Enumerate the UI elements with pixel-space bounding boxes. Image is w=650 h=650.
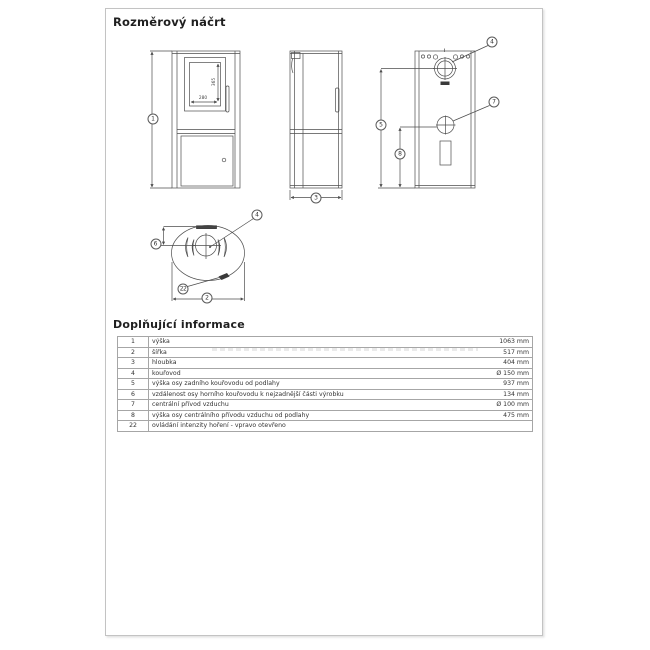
row-number: 4 [118,368,149,379]
row-number: 22 [118,421,149,432]
front-view [150,51,240,188]
row-number: 2 [118,347,149,358]
back-view [378,46,490,189]
row-description: ovládání intenzity hoření - vpravo otevřeno [149,421,475,432]
table-row [118,389,533,400]
callout-flue-offset: 6 [150,239,161,250]
row-value: 1063 mm [474,337,533,348]
callout-top-flue: 4 [252,210,263,221]
row-number: 3 [118,358,149,369]
info-table-body [118,337,533,432]
row-number: 6 [118,389,149,400]
table-row [118,368,533,379]
callout-back-flue: 4 [487,37,498,48]
row-number: 1 [118,337,149,348]
page-title: Rozměrový náčrt [113,15,226,29]
row-description: centrální přívod vzduchu [149,400,475,411]
row-number: 7 [118,400,149,411]
row-value: 134 mm [474,389,533,400]
table-row [118,400,533,411]
table-row [118,358,533,369]
table-row [118,410,533,421]
row-description: výška osy zadního kouřovodu od podlahy [149,379,475,390]
row-value: 404 mm [474,358,533,369]
side-body-outline [290,51,342,188]
row-description: výška osy centrálního přívodu vzduchu od podlahy [149,410,475,421]
rating-plate [441,82,450,86]
row-value: Ø 100 mm [474,400,533,411]
row-value: 475 mm [474,410,533,421]
info-table [117,336,533,432]
callout-air-height: 8 [395,149,406,160]
window-width-dim-label: 280 [198,95,208,101]
row-description: šířka [149,347,475,358]
top-body-outline [172,226,245,281]
window-height-dim-label: 365 [211,77,217,87]
row-number: 5 [118,379,149,390]
row-description: kouřovod [149,368,475,379]
callout-overall-height: 1 [148,114,159,125]
row-description: hloubka [149,358,475,369]
row-value: 517 mm [474,347,533,358]
table-row [118,337,533,348]
front-body-outline [172,51,240,188]
callout-depth: 3 [311,192,322,203]
row-value: 937 mm [474,379,533,390]
table-row [118,379,533,390]
callout-flue-height: 5 [376,120,387,131]
top-view [160,219,254,302]
top-rear-tab [197,226,217,229]
side-view [290,51,342,200]
row-value [474,421,533,432]
callout-burn-control: 22 [178,283,189,294]
table-row [118,421,533,432]
row-value: Ø 150 mm [474,368,533,379]
callout-width: 2 [202,292,213,303]
row-description: výška [149,337,475,348]
table-title: Doplňující informace [113,318,245,331]
row-number: 8 [118,410,149,421]
callout-central-air: 7 [489,97,500,108]
table-row [118,347,533,358]
row-description: vzdálenost osy horního kouřovodu k nejzadnější části výrobku [149,389,475,400]
